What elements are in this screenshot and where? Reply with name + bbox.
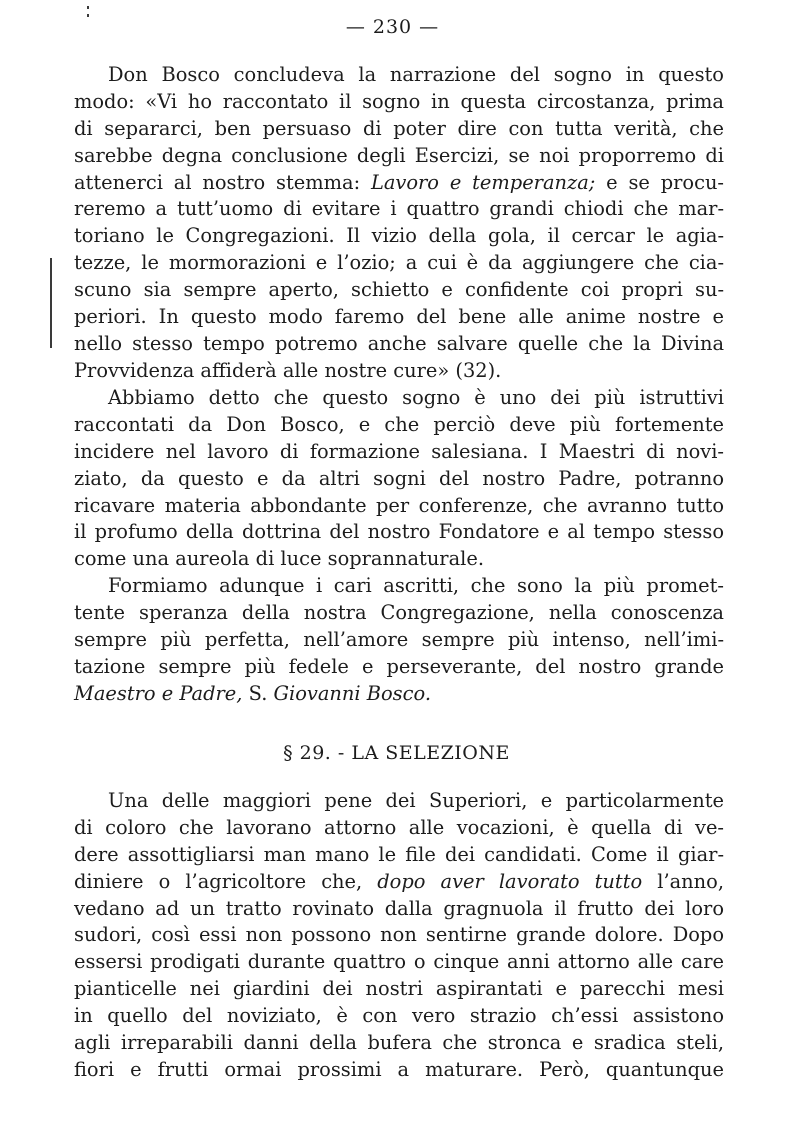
paragraph-line: dere assottigliarsi man mano le file dei candidati. Come il giar- — [74, 842, 724, 866]
paragraph-4 — [74, 788, 724, 1084]
paragraph-line: reremo a tutt’uomo di evitare i quattro grandi chiodi che mar- — [74, 197, 724, 221]
page-number: — 230 — — [345, 16, 440, 38]
paragraph-3 — [74, 573, 724, 707]
paragraph-line: il profumo della dottrina del nostro Fondatore e al tempo stesso — [74, 520, 724, 544]
paragraph-line: fiori e frutti ormai prossimi a maturare. Però, quantunque — [74, 1057, 724, 1081]
paragraph-line: tezze, le mormorazioni e l’ozio; a cui è da aggiungere che cia- — [74, 251, 724, 275]
paragraph-line: modo: «Vi ho raccontato il sogno in questa circostanza, prima — [74, 89, 724, 113]
paragraph-line: in quello del noviziato, è con vero strazio ch’essi assistono — [74, 1004, 724, 1028]
paragraph-line: agli irreparabili danni della bufera che stronca e sradica steli, — [74, 1031, 724, 1055]
paragraph-line: Una delle maggiori pene dei Superiori, e particolarmente — [108, 789, 724, 812]
paragraph-line: di separarci, ben persuaso di poter dire con tutta verità, che — [74, 116, 724, 140]
paragraph-line: Formiamo adunque i cari ascritti, che sono la più promet- — [108, 574, 724, 597]
paragraph-line: diniere o l’agricoltore che, dopo aver lavorato tutto l’anno, — [74, 869, 724, 893]
paragraph-line: essersi prodigati durante quattro o cinque anni attorno alle care — [74, 950, 724, 974]
paragraph-line: Don Bosco concludeva la narrazione del sogno in questo — [108, 63, 724, 86]
paragraph-line: ricavare materia abbondante per conferenze, che avranno tutto — [74, 493, 724, 517]
paragraph-line: vedano ad un tratto rovinato dalla gragnuola il frutto dei loro — [74, 896, 724, 920]
paragraph-1 — [74, 62, 724, 385]
paragraph-line: raccontati da Don Bosco, e che perciò deve più fortemente — [74, 412, 724, 436]
margin-mark — [87, 6, 89, 9]
paragraph-line: periori. In questo modo faremo del bene alle anime nostre e — [74, 305, 724, 329]
paragraph-line: attenerci al nostro stemma: Lavoro e temperanza; e se procu- — [74, 170, 724, 194]
paragraph-line: sudori, così essi non possono non sentirne grande dolore. Dopo — [74, 923, 724, 947]
paragraph-line: nello stesso tempo potremo anche salvare quelle che la Divina — [74, 331, 724, 355]
paragraph-line: tente speranza della nostra Congregazione, nella conoscenza — [74, 600, 724, 624]
margin-mark — [50, 258, 52, 348]
paragraph-line: sempre più perfetta, nell’amore sempre più intenso, nell’imi- — [74, 627, 724, 651]
paragraph-line: scuno sia sempre aperto, schietto e confidente coi propri su- — [74, 278, 724, 302]
paragraph-line: come una aureola di luce soprannaturale. — [74, 547, 484, 571]
paragraph-line: toriano le Congregazioni. Il vizio della gola, il cercar le agia- — [74, 224, 724, 248]
paragraph-line: ziato, da questo e da altri sogni del nostro Padre, potranno — [74, 466, 724, 490]
paragraph-line: Provvidenza affiderà alle nostre cure» (32). — [74, 358, 502, 382]
paragraph-line: incidere nel lavoro di formazione salesiana. I Maestri di novi- — [74, 439, 724, 463]
paragraph-line: tazione sempre più fedele e perseverante, del nostro grande — [74, 654, 724, 678]
margin-mark — [87, 14, 89, 17]
paragraph-line: sarebbe degna conclusione degli Esercizi, se noi proporremo di — [74, 143, 724, 167]
paragraph-line: Maestro e Padre, S. Giovanni Bosco. — [74, 681, 431, 705]
section-heading: § 29. - LA SELEZIONE — [283, 742, 510, 764]
paragraph-line: pianticelle nei giardini dei nostri aspirantati e parecchi mesi — [74, 977, 724, 1001]
paragraph-2 — [74, 385, 724, 573]
paragraph-line: Abbiamo detto che questo sogno è uno dei più istruttivi — [108, 386, 724, 409]
paragraph-line: di coloro che lavorano attorno alle vocazioni, è quella di ve- — [74, 815, 724, 839]
